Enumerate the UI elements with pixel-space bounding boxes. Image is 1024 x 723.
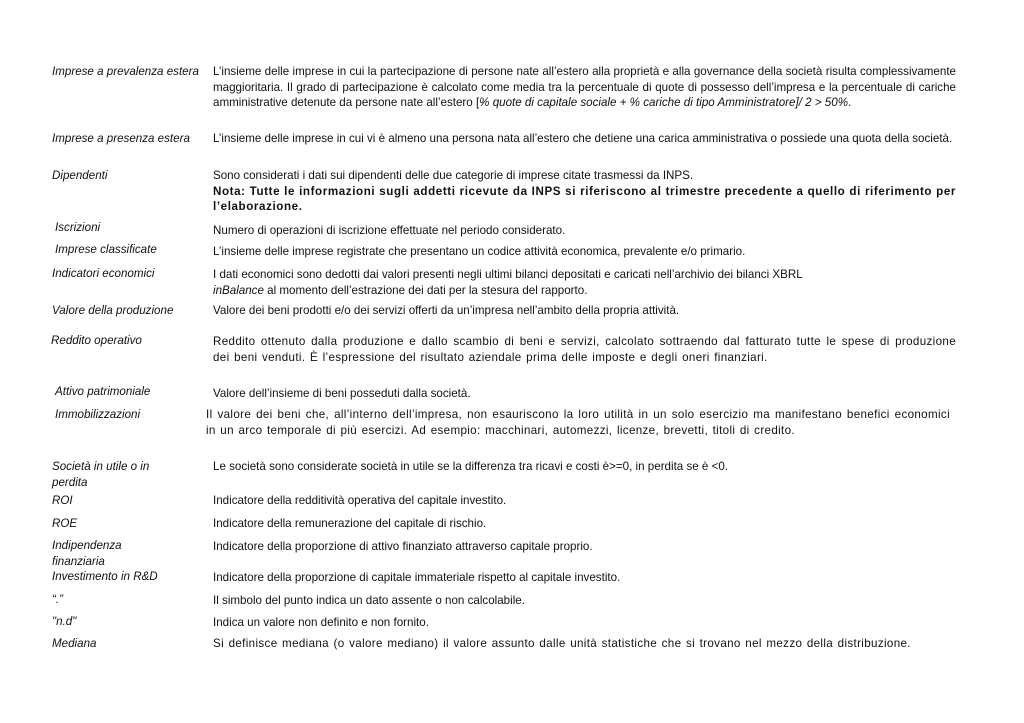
note-text: Nota: Tutte le informazioni sugli addetti ricevute da INPS si riferiscono al trimestre precedente a quello di riferimento per l’elaborazione.	[213, 184, 956, 213]
glossary-definition: Indicatore della redditività operativa del capitale investito.	[213, 494, 507, 507]
glossary-term: ROI	[52, 494, 73, 507]
glossary-term: Imprese a prevalenza estera	[52, 65, 199, 78]
glossary-term: Investimento in R&D	[52, 570, 158, 583]
glossary-definition: Indicatore della remunerazione del capitale di rischio.	[213, 517, 487, 530]
glossary-term: Attivo patrimoniale	[55, 385, 151, 398]
glossary-term: Valore della produzione	[52, 304, 174, 317]
glossary-definition: I dati economici sono dedotti dai valori presenti negli ultimi bilanci depositati e caricati nell’archivio dei bilanci XBRL inBalance al momento dell’estrazione dei dati per la stesura del rapporto.	[213, 268, 803, 297]
glossary-term: “.”	[52, 593, 63, 606]
glossary-term: ROE	[52, 517, 78, 530]
glossary-definition: Indicatore della proporzione di capitale immateriale rispetto al capitale investito.	[213, 571, 621, 584]
glossary-definition: Il valore dei beni che, all’interno dell’impresa, non esauriscono la loro utilità in un solo esercizio ma manifestano benefici economici in un arco temporale di più esercizi. Ad esempio: macchinari, automezzi, licenze, brevetti, titoli di credito.	[206, 408, 950, 437]
glossary-definition: Indica un valore non definito e non fornito.	[213, 616, 429, 629]
glossary-term: Indicatori economici	[52, 267, 155, 280]
glossary-term: Imprese classificate	[55, 243, 157, 256]
glossary-term: Reddito operativo	[51, 334, 142, 347]
glossary-term: Imprese a presenza estera	[52, 132, 190, 145]
glossary-definition: Numero di operazioni di iscrizione effettuate nel periodo considerato.	[213, 224, 566, 237]
glossary-definition: L’insieme delle imprese registrate che presentano un codice attività economica, prevalente e/o primario.	[213, 245, 746, 258]
glossary-term: Immobilizzazioni	[55, 408, 141, 421]
glossary-term: Dipendenti	[52, 169, 108, 182]
glossary-term: Mediana	[52, 637, 97, 650]
glossary-term: "n.d"	[52, 615, 77, 628]
glossary-definition: Valore dei beni prodotti e/o dei servizi offerti da un’impresa nell’ambito della propria attività.	[213, 304, 680, 317]
glossary-term: Società in utile o in perdita	[52, 460, 150, 489]
glossary-definition: Indicatore della proporzione di attivo finanziato attraverso capitale proprio.	[213, 540, 593, 553]
glossary-term: Iscrizioni	[55, 221, 101, 234]
glossary-term: Indipendenza finanziaria	[52, 539, 122, 568]
glossary-definition: L’insieme delle imprese in cui vi è almeno una persona nata all’estero che detiene una carica amministrativa o possiede una quota della società.	[213, 132, 953, 145]
glossary-definition: Valore dell’insieme di beni posseduti dalla società.	[213, 387, 471, 400]
glossary-definition: Sono considerati i dati sui dipendenti delle due categorie di imprese citate trasmessi da INPS. Nota: Tutte le informazioni sugli addetti ricevute da INPS si riferiscono al trimestre precedente a quello di riferimento per l’elaborazione.	[213, 169, 956, 213]
glossary-definition: Il simbolo del punto indica un dato assente o non calcolabile.	[213, 594, 525, 607]
glossary-definition: Si definisce mediana (o valore mediano) il valore assunto dalle unità statistiche che si trovano nel mezzo della distribuzione.	[213, 637, 911, 650]
glossary-definition: Le società sono considerate società in utile se la differenza tra ricavi e costi è>=0, in perdita se è <0.	[213, 460, 729, 473]
glossary-definition: Reddito ottenuto dalla produzione e dallo scambio di beni e servizi, calcolato sottraendo dal fatturato tutte le spese di produzione dei beni venduti. È l’espressione del risultato aziendale prima delle imposte e degli oneri finanziari.	[213, 335, 956, 364]
glossary-definition: L’insieme delle imprese in cui la partecipazione di persone nate all’estero alla proprietà e alla governance della società risulta complessivamente maggioritaria. Il grado di partecipazione è calcolato come media tra la percentuale di quote di possesso dell’impresa e la percentuale di cariche amministrative detenute da persone nate all’estero [% quote di capitale sociale + % cariche di tipo Amministratore]/ 2 > 50%.	[213, 65, 956, 109]
